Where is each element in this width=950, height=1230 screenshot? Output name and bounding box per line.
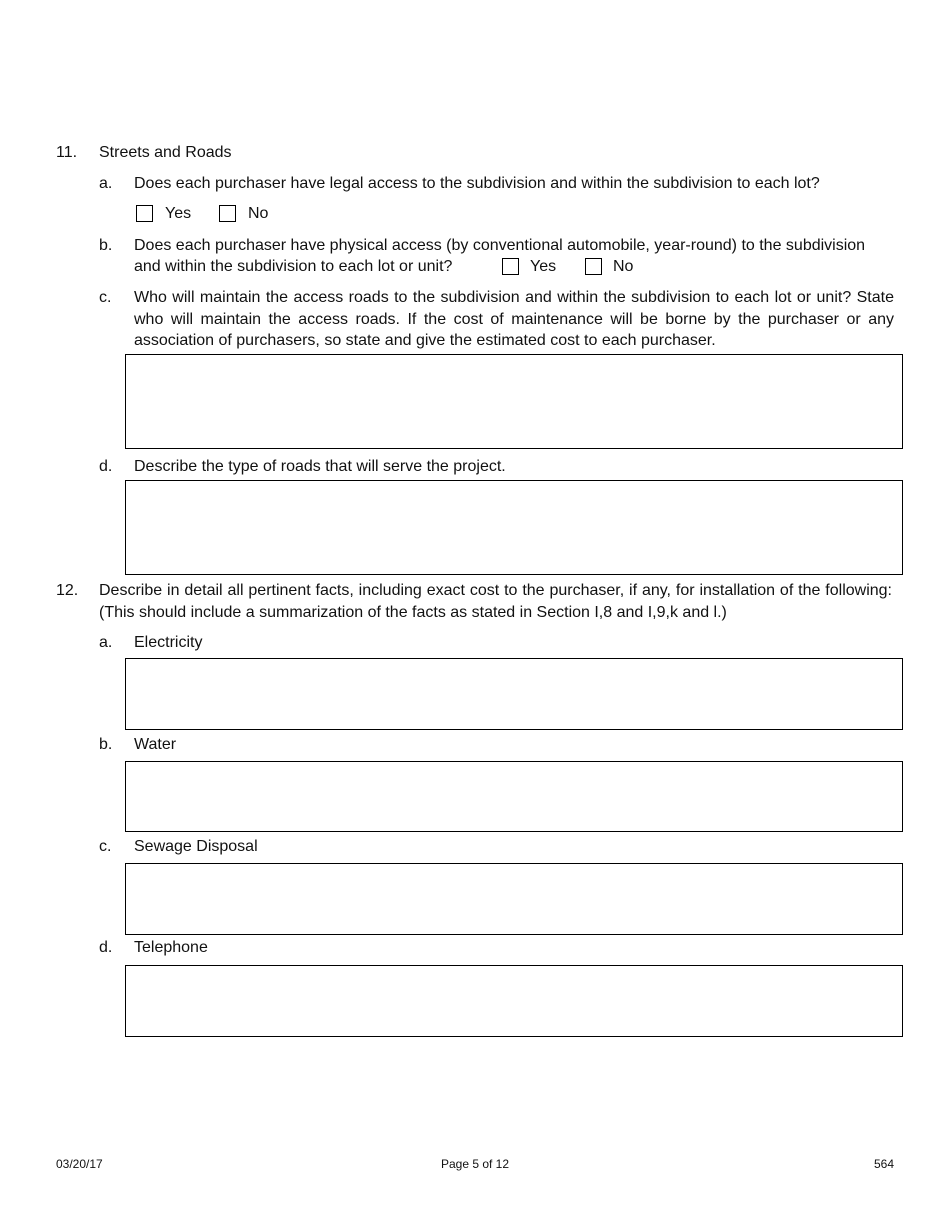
question-12a-label: Electricity — [134, 634, 203, 651]
question-12b-answer-box[interactable] — [125, 761, 903, 832]
question-11b-letter: b. — [99, 237, 113, 254]
question-12d-answer-box[interactable] — [125, 965, 903, 1037]
question-12d-label: Telephone — [134, 939, 208, 956]
question-11d-letter: d. — [99, 458, 113, 475]
question-11a-letter: a. — [99, 175, 113, 192]
question-11-number: 11. — [56, 144, 78, 161]
question-11c-text: Who will maintain the access roads to the subdivision and within the subdivision to each lot or unit? State who will maintain the access roads. If the cost of maintenance will be borne by the purchaser or any association of purchasers, so state and give the estimated cost to each purchaser. — [134, 289, 894, 349]
footer-form-number: 564 — [873, 1157, 894, 1171]
question-11b-text-line2: and within the subdivision to each lot or unit? — [134, 258, 453, 275]
question-11a-yes-label: Yes — [165, 205, 192, 222]
question-11-title: Streets and Roads — [99, 144, 232, 161]
question-12a-answer-box[interactable] — [125, 658, 903, 730]
question-12b-letter: b. — [99, 736, 113, 753]
question-11c-letter: c. — [99, 289, 112, 306]
question-12c-label: Sewage Disposal — [134, 838, 258, 855]
question-11c-answer-box[interactable] — [125, 354, 903, 449]
question-12a-letter: a. — [99, 634, 113, 651]
question-12-text: Describe in detail all pertinent facts, including exact cost to the purchaser, if any, for installation of the following: (This should include a summarization of the facts as stated in Section I,8 and I,9,k and l.) — [99, 582, 892, 621]
question-11d-answer-box[interactable] — [125, 480, 903, 575]
question-11a-text: Does each purchaser have legal access to the subdivision and within the subdivision to each lot? — [134, 175, 820, 192]
question-12b-label: Water — [134, 736, 177, 753]
question-11b-no-label: No — [613, 258, 634, 275]
question-11b-yes-checkbox[interactable] — [502, 258, 519, 275]
question-11d-text: Describe the type of roads that will serve the project. — [134, 458, 506, 475]
question-12d-letter: d. — [99, 939, 113, 956]
question-11b-no-checkbox[interactable] — [585, 258, 602, 275]
question-11a-no-checkbox[interactable] — [219, 205, 236, 222]
question-11b-yes-label: Yes — [530, 258, 557, 275]
footer-date: 03/20/17 — [56, 1157, 103, 1171]
question-12-number: 12. — [56, 582, 79, 599]
question-11b-text-line1: Does each purchaser have physical access (by conventional automobile, year-round) to the subdivision — [134, 237, 866, 254]
question-12c-letter: c. — [99, 838, 112, 855]
footer-page-number: Page 5 of 12 — [440, 1157, 510, 1171]
question-12c-answer-box[interactable] — [125, 863, 903, 935]
question-11a-no-label: No — [248, 205, 269, 222]
question-11a-yes-checkbox[interactable] — [136, 205, 153, 222]
